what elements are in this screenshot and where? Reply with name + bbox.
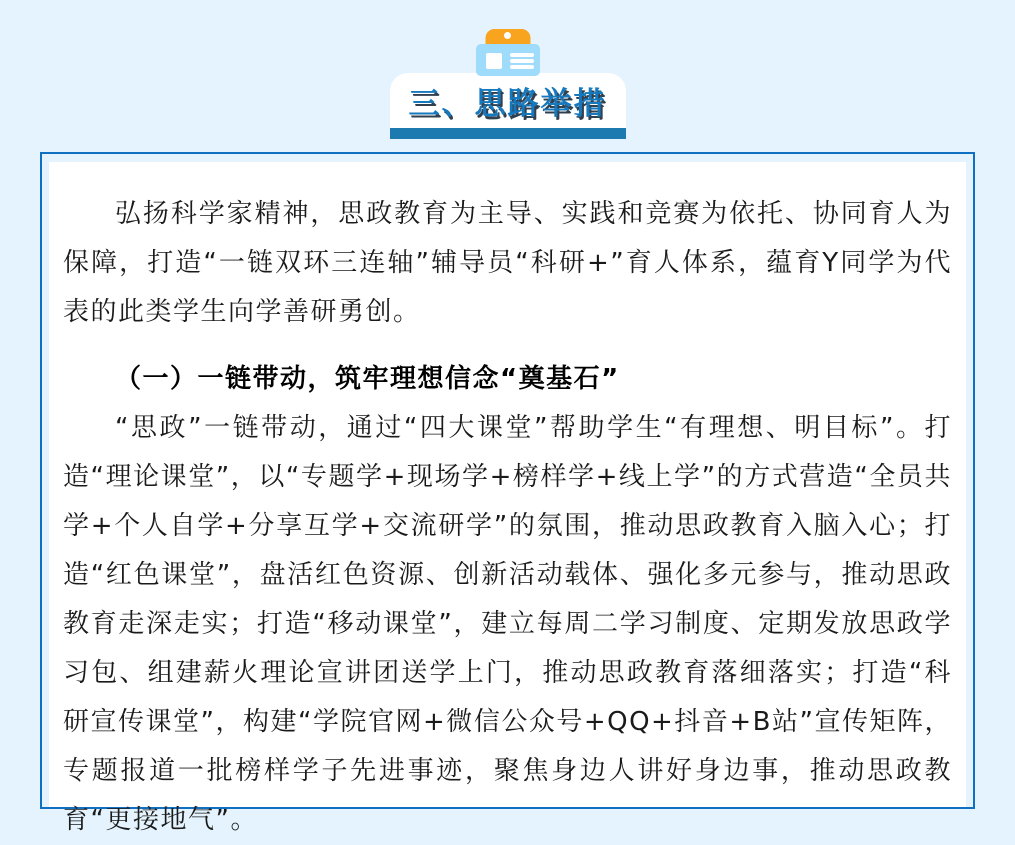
subsection-paragraph: “思政”一链带动，通过“四大课堂”帮助学生“有理想、明目标”。打造“理论课堂”，以“专题学+现场学+榜样学+线上学”的方式营造“全员共学+个人自学+分享互学+交流研学”的氛围，推动思政教育入脑入心；打造“红色课堂”，盘活红色资源、创新活动载体、强化多元参与，推动思政教育走深走实；打造“移动课堂”，建立每周二学习制度、定期发放思政学习包、组建薪火理论宣讲团送学上门，推动思政教育落细落实；打造“科研宣传课堂”，构建“学院官网+微信公众号+QQ+抖音+B站”宣传矩阵，专题报道一批榜样学子先进事迹，聚焦身边人讲好身边事，推动思政教育“更接地气”。 (63, 413, 952, 835)
subsection-heading: （一）一链带动，筑牢理想信念“奠基石” (115, 364, 620, 394)
clipboard-text-line (510, 53, 534, 57)
section-title: 三、思路举措 (408, 86, 607, 122)
clipboard-clip-hole (504, 32, 511, 39)
article-body (63, 190, 952, 845)
section-header (0, 0, 1015, 152)
clipboard-board (476, 44, 540, 76)
section-title-badge (390, 73, 626, 139)
section-title-underline-bar (390, 128, 626, 139)
content-card (40, 152, 975, 835)
clipboard-icon (476, 29, 540, 76)
section-title-background (390, 73, 626, 128)
clipboard-text-line (510, 65, 534, 69)
content-card-inner (49, 162, 966, 835)
clipboard-text-line (510, 59, 534, 63)
clipboard-thumbnail-block (486, 53, 502, 69)
intro-paragraph: 弘扬科学家精神，思政教育为主导、实践和竞赛为依托、协同育人为保障，打造“一链双环三连轴”辅导员“科研+”育人体系，蕴育Y同学为代表的此类学生向学善研勇创。 (63, 199, 952, 327)
